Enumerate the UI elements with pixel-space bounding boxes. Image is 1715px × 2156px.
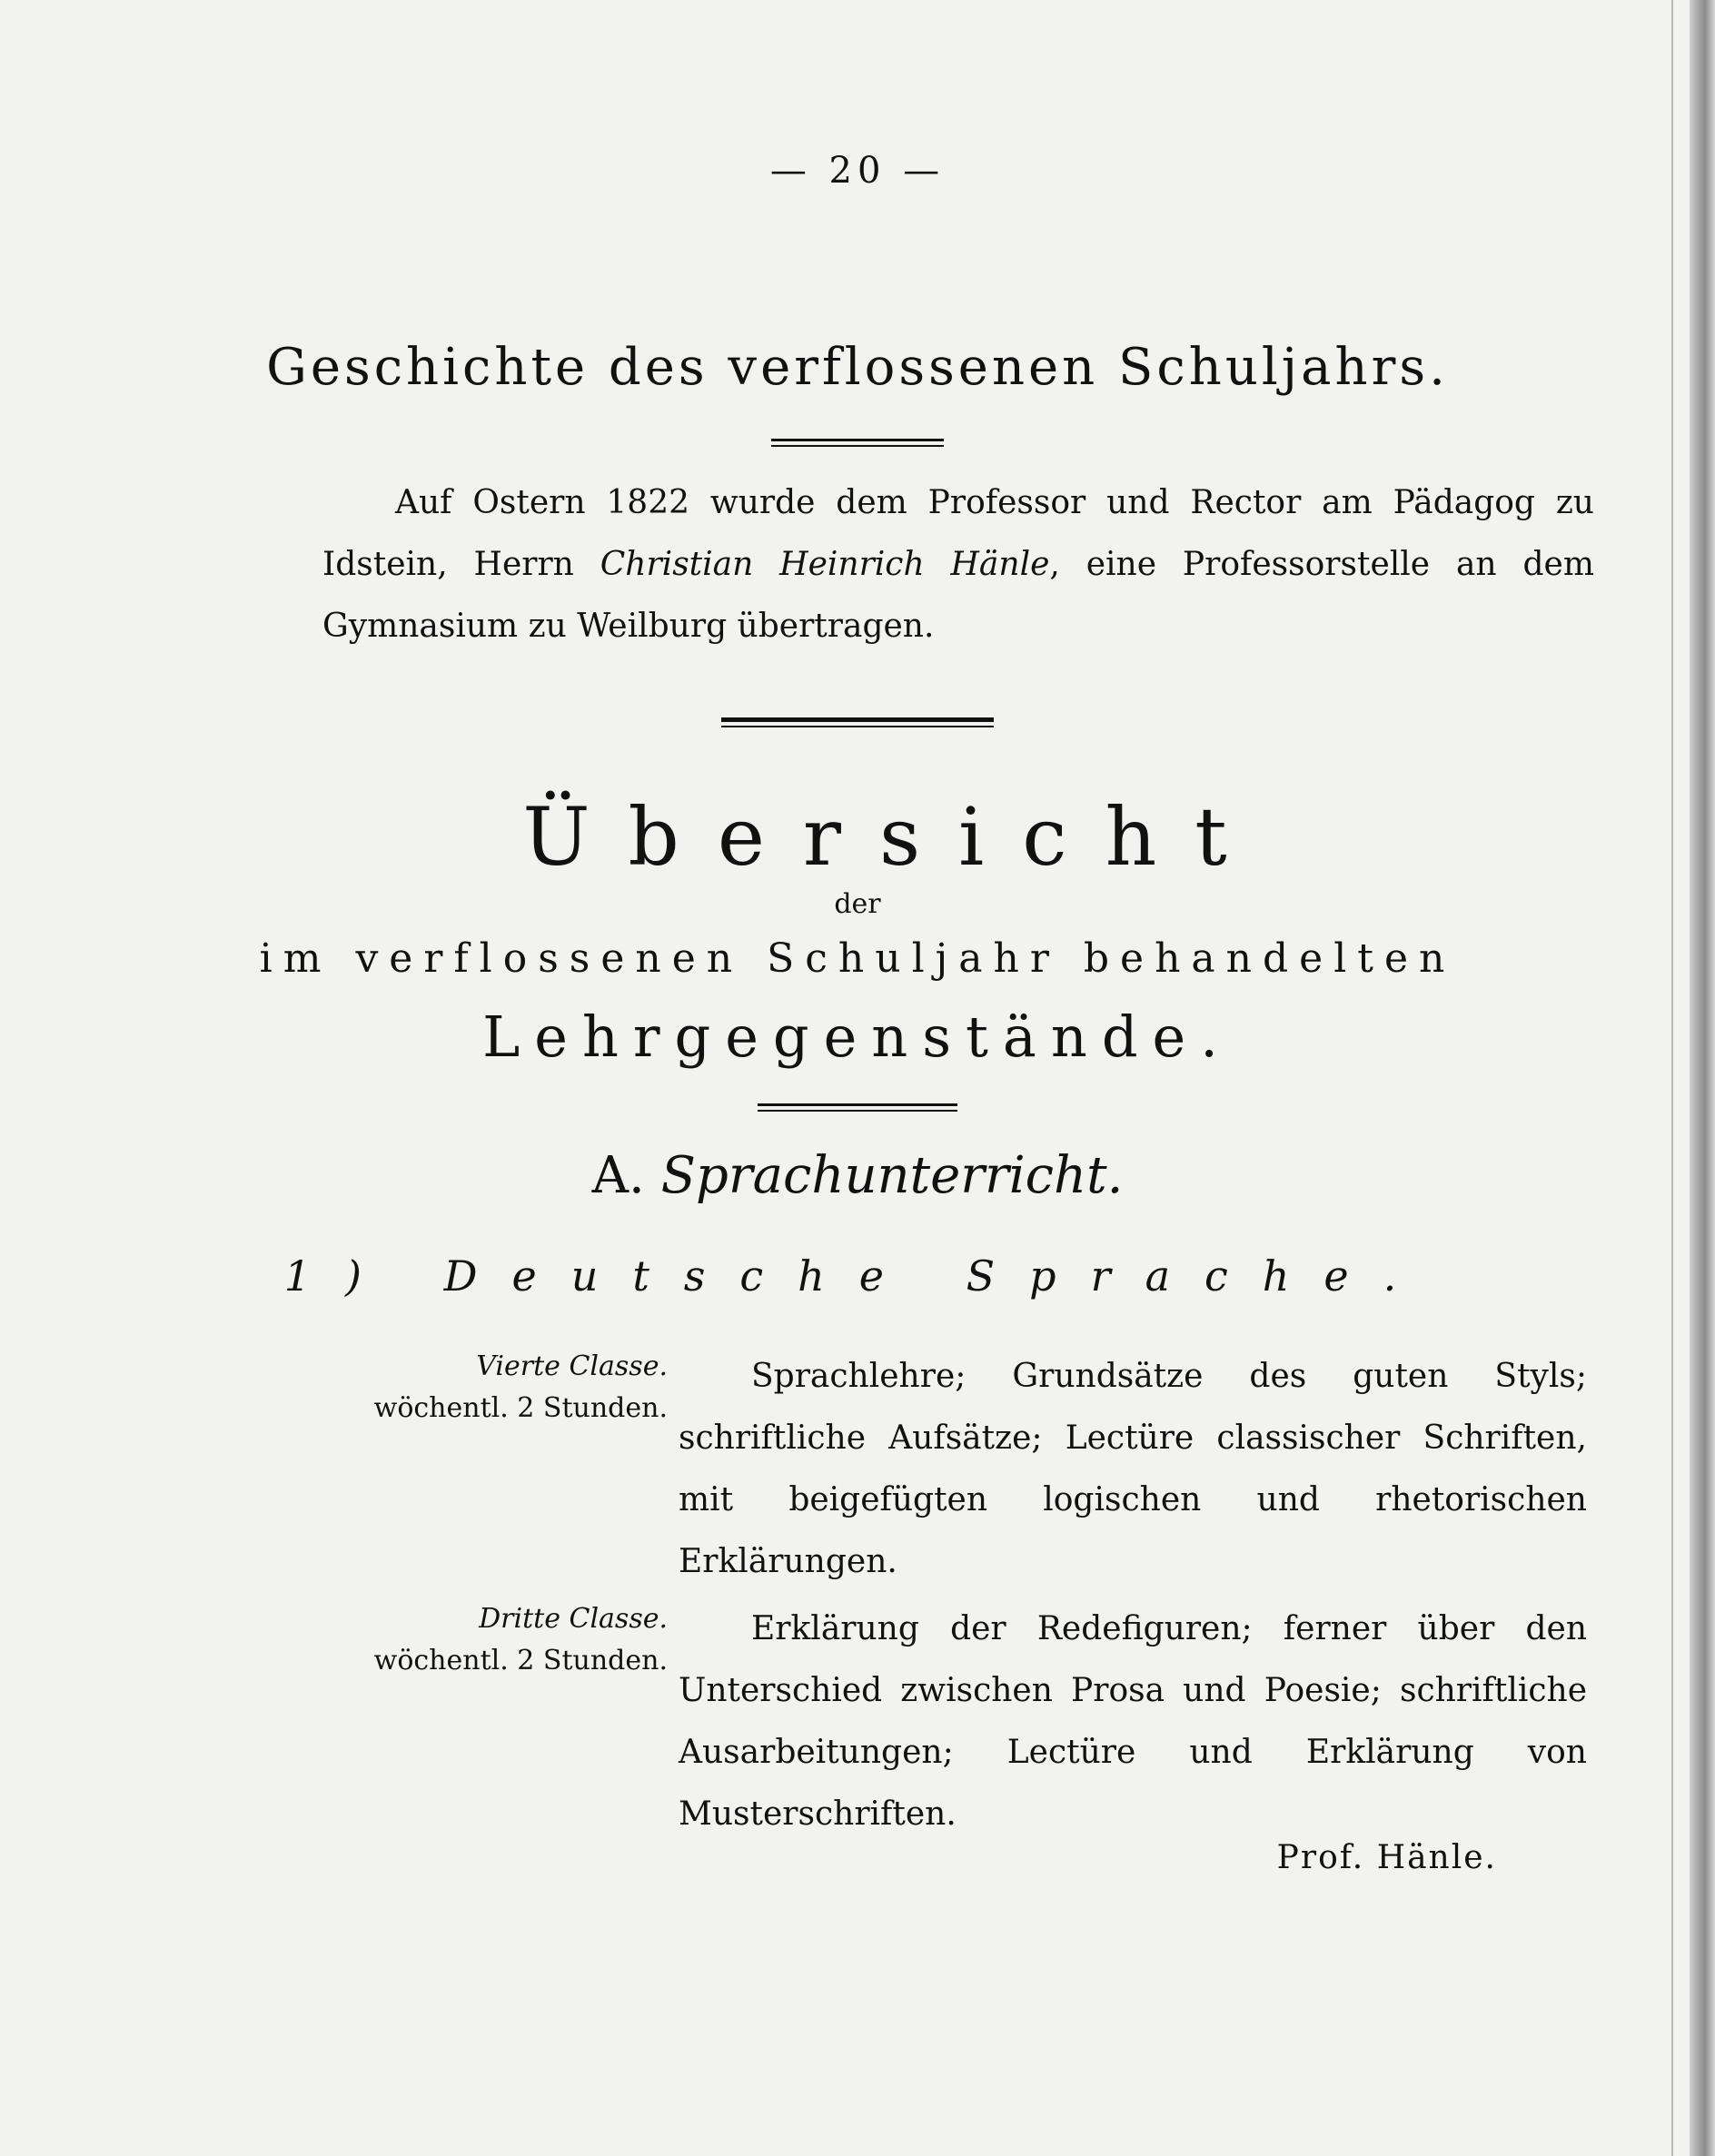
history-person-name: Christian Heinrich Hänle	[600, 546, 1050, 583]
page-edge-line	[1671, 0, 1673, 2156]
overview-der: der	[834, 888, 881, 920]
class-label	[322, 1346, 668, 1429]
class-description: Erklärung der Redefiguren; ferner über den Unterschied zwischen Prosa und Poesie; schriftliche Ausarbeitungen; Lectüre und Erklärung von Musterschriften.	[679, 1610, 1587, 1833]
history-paragraph	[322, 472, 1594, 658]
history-text-end: , eine Professorstelle an dem Gymnasium zu Weilburg übertragen.	[322, 546, 1594, 645]
class-description: Sprachlehre; Grundsätze des guten Styls; schriftliche Aufsätze; Lectüre classischer Schriften, mit beigefügten logischen und rhetorischen Erklärungen.	[679, 1358, 1587, 1580]
page-spine-shadow	[1690, 0, 1715, 2156]
history-heading: Geschichte des verflossenen Schuljahrs.	[266, 338, 1449, 397]
overview-subtitle-line: im verflossenen Schuljahr behandelten	[259, 935, 1456, 982]
section-a-letter: A.	[591, 1146, 645, 1205]
section-divider-rule	[721, 717, 994, 727]
overview-rule	[758, 1103, 957, 1112]
section-a-label: Sprachunterricht.	[660, 1146, 1124, 1205]
heading-rule	[771, 439, 944, 447]
history-text-start: Auf Ostern 1822 wurde dem Professor und Rector am Pädagog zu Idstein, Herrn	[322, 484, 1594, 583]
class-name: Dritte Classe.	[479, 1603, 668, 1635]
class-label	[322, 1598, 668, 1682]
section-a-heading	[0, 1146, 1715, 1205]
overview-title: Übersicht	[522, 790, 1265, 884]
page-number: — 20 —	[769, 150, 946, 192]
class-name: Vierte Classe.	[476, 1350, 668, 1382]
class-hours: wöchentl. 2 Stunden.	[373, 1392, 668, 1424]
class-hours: wöchentl. 2 Stunden.	[373, 1645, 668, 1676]
overview-subject-line: Lehrgegenstände.	[482, 1004, 1233, 1070]
subsection-heading: 1) Deutsche Sprache.	[283, 1251, 1432, 1301]
signature: Prof. Hänle.	[1276, 1839, 1497, 1876]
